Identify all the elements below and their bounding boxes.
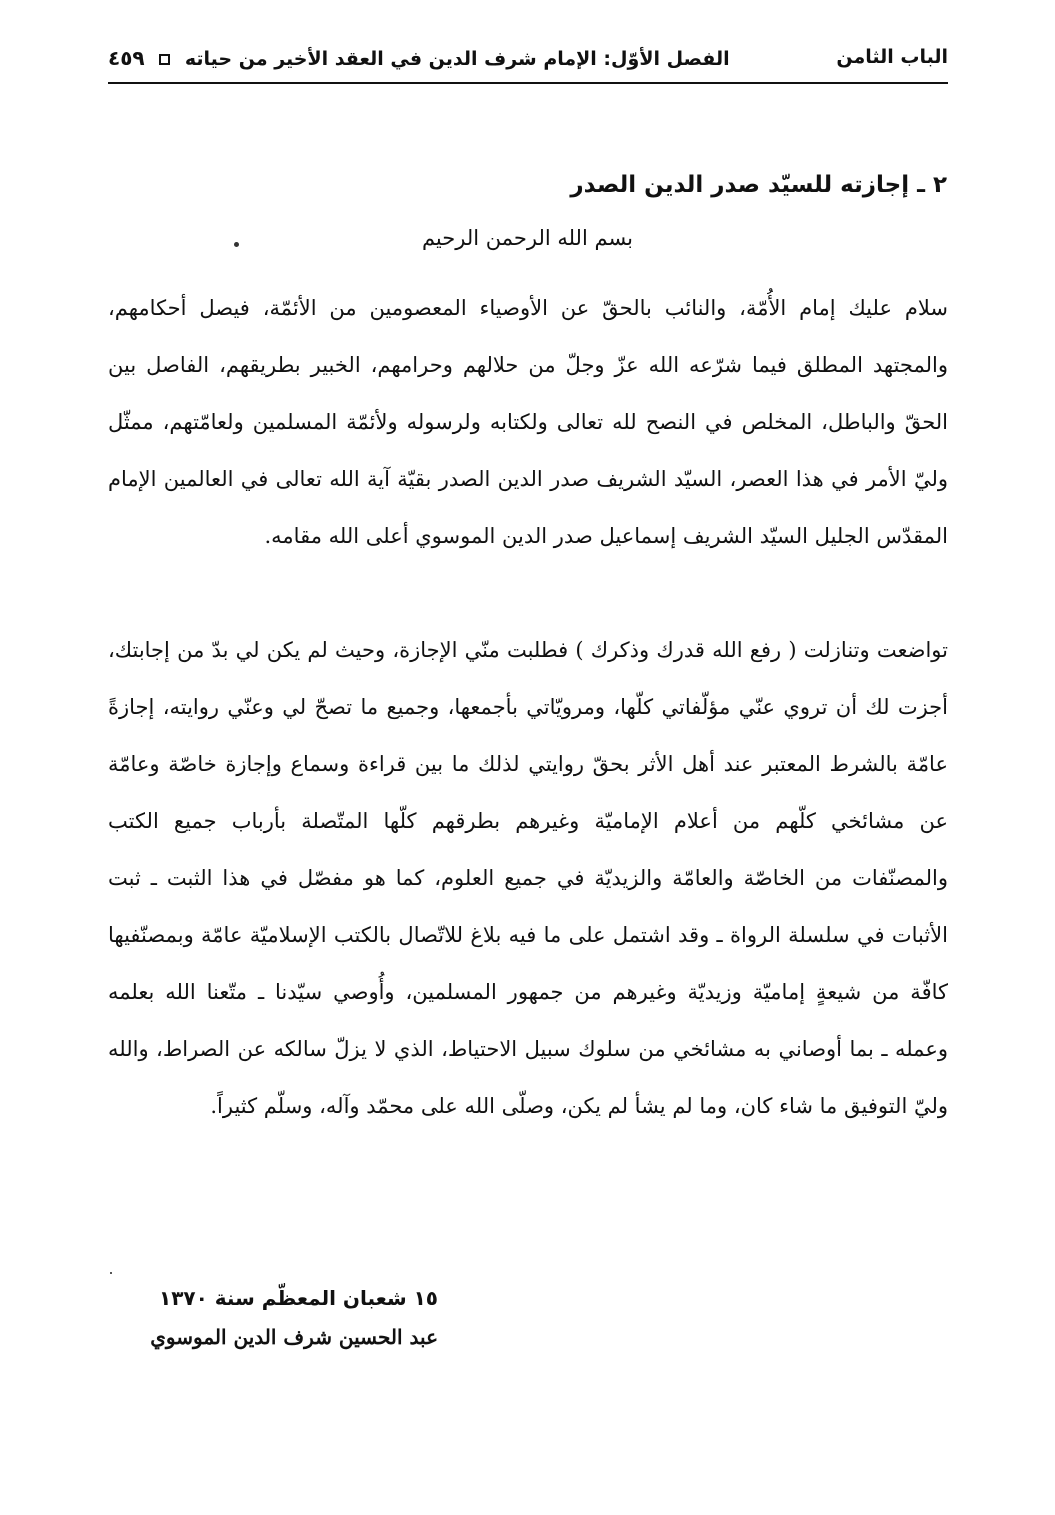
stray-tick-mark [110,1272,112,1274]
closing-date: ١٥ شعبان المعظّم سنة ١٣٧٠ [159,1286,438,1310]
section-heading: ٢ ـ إجازته للسيّد صدر الدين الصدر [570,172,947,198]
paragraph-text: سلام عليك إمام الأُمّة، والنائب بالحقّ عن الأوصياء المعصومين من الأئمّة، فيصل أحكامهم، والمجتهد المطلق فيما شرّعه الله عزّ وجلّ من حلالهم وحرامهم، الخبير بطريقهم، الفاصل بين الحقّ والباطل، المخلص في النصح لله تعالى ولكتابه ولرسوله ولأئمّة المسلمين ولعامّتهم، ممثّل وليّ الأمر في هذا العصر، السيّد الشريف صدر الدين الصدر بقيّة آية الله تعالى في العالمين الإمام المقدّس الجليل السيّد الشريف إسماعيل صدر الدين الموسوي أعلى الله مقامه. [108,296,948,548]
page-number: ٤٥٩ [108,46,145,70]
header-chapter-title: الفصل الأوّل: الإمام شرف الدين في العقد الأخير من حياته [184,48,730,70]
closing-signature: عبد الحسين شرف الدين الموسوي [150,1325,438,1349]
stray-dot-mark [234,242,239,247]
square-separator-icon [159,54,170,65]
running-header [108,42,948,84]
body-paragraph-1 [108,280,948,565]
body-paragraph-2 [108,622,948,1135]
paragraph-text: تواضعت وتنازلت ( رفع الله قدرك وذكرك ) فطلبت منّي الإجازة، وحيث لم يكن لي بدّ من إجابتك، أجزت لك أن تروي عنّي مؤلّفاتي كلّها، ومرويّاتي بأجمعها، وجميع ما تصحّ لي وعنّي روايته، إجازةً عامّة بالشرط المعتبر عند أهل الأثر بحقّ روايتي لذلك ما بين قراءة وسماع وإجازة خاصّة وعامّة عن مشائخي كلّهم من أعلام الإماميّة وغيرهم بطرقهم كلّها المتّصلة بأرباب جميع الكتب والمصنّفات من الخاصّة والعامّة والزيديّة في جميع العلوم، كما هو مفصّل في هذا الثبت ـ ثبت الأثبات في سلسلة الرواة ـ وقد اشتمل على ما فيه بلاغ للاتّصال بالكتب الإسلاميّة عامّة وبمصنّفيها كافّة من شيعةٍ إماميّة وزيديّة وغيرهم من جمهور المسلمين، وأُوصي سيّدنا ـ متّعنا الله بعلمه وعمله ـ بما أوصاني به مشائخي من سلوك سبيل الاحتياط، الذي لا يزلّ سالكه عن الصراط، والله وليّ التوفيق ما شاء كان، وما لم يشأ لم يكن، وصلّى الله على محمّد وآله، وسلّم كثيراً. [108,638,948,1118]
header-chapter [108,46,730,70]
basmala: بسم الله الرحمن الرحيم [421,226,634,250]
header-part-name: الباب الثامن [836,46,948,68]
